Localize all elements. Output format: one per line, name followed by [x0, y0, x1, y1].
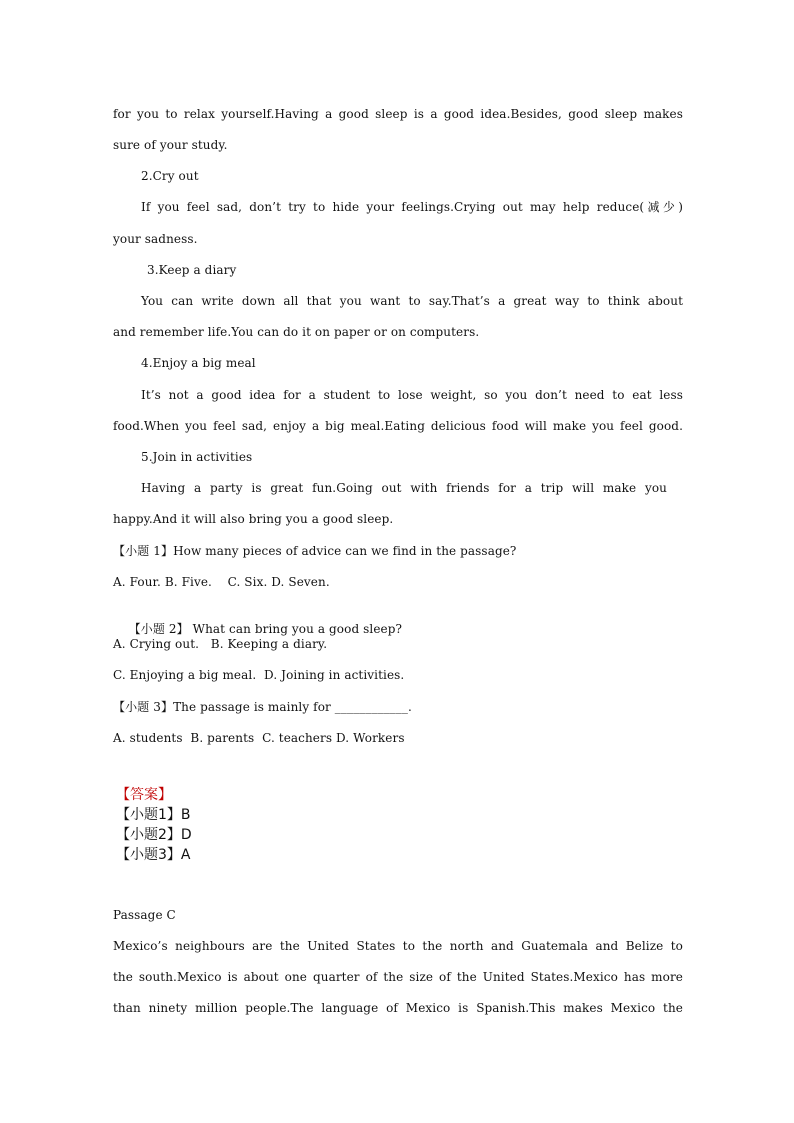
passage-line: Mexico’s neighbours are the United States to the north and Guatemala and Belize to	[113, 939, 683, 953]
tip-heading: 2.Cry out	[141, 169, 199, 183]
question-label: 【小题 2】	[128, 622, 189, 636]
passage-line: the south.Mexico is about one quarter of the size of the United States.Mexico has more	[113, 970, 683, 984]
question-3	[113, 699, 683, 715]
answer-header: 【答案】	[116, 787, 172, 803]
tip-heading: 3.Keep a diary	[147, 263, 237, 277]
tip-body-line: food.When you feel sad, enjoy a big meal.Eating delicious food will make you feel good.	[113, 419, 683, 433]
tip-body-line: Having a party is great fun.Going out with friends for a trip will make you	[141, 481, 667, 495]
answer-item: 【小题2】D	[116, 827, 192, 843]
tip-body-line: It’s not a good idea for a student to lose weight, so you don’t need to eat less	[141, 388, 683, 402]
question-1	[113, 543, 683, 559]
passage-line: than ninety million people.The language of Mexico is Spanish.This makes Mexico the	[113, 1001, 683, 1015]
question-options: A. Crying out. B. Keeping a diary.	[113, 637, 328, 651]
passage-title: Passage C	[113, 908, 176, 922]
tip-body-line: and remember life.You can do it on paper or on computers.	[113, 325, 480, 339]
question-label: 【小题 3】	[113, 700, 174, 714]
question-text: How many pieces of advice can we find in the passage?	[173, 544, 517, 558]
passage-line: sure of your study.	[113, 138, 228, 152]
question-options: A. students B. parents C. teachers D. Workers	[113, 731, 405, 745]
tip-body-line: happy.And it will also bring you a good sleep.	[113, 512, 394, 526]
tip-heading: 4.Enjoy a big meal	[141, 356, 256, 370]
answer-item: 【小题1】B	[116, 807, 191, 823]
tip-body-line: your sadness.	[113, 232, 198, 246]
question-text: The passage is mainly for ____________.	[173, 700, 412, 714]
question-options: A. Four. B. Five. C. Six. D. Seven.	[113, 575, 330, 589]
tip-body-line: If you feel sad, don’t try to hide your feelings.Crying out may help reduce(减少)	[141, 200, 683, 214]
tip-body-line: You can write down all that you want to say.That’s a great way to think about	[141, 294, 683, 308]
tip-heading: 5.Join in activities	[141, 450, 253, 464]
passage-line: for you to relax yourself.Having a good sleep is a good idea.Besides, good sleep makes	[113, 107, 683, 121]
question-label: 【小题 1】	[113, 544, 174, 558]
question-text: What can bring you a good sleep?	[188, 622, 403, 636]
answer-item: 【小题3】A	[116, 847, 191, 863]
question-options: C. Enjoying a big meal. D. Joining in activities.	[113, 668, 405, 682]
